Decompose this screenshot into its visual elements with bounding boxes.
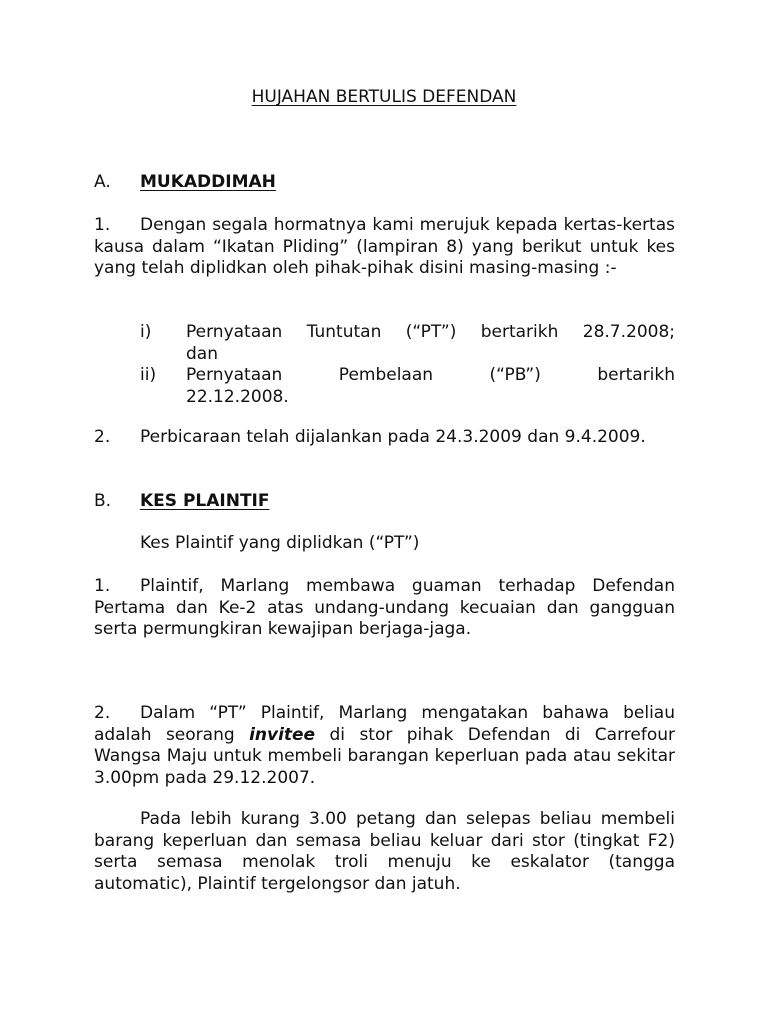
list-item-text: Pernyataan Tuntutan (“PT”) bertarikh 28.7.2008; xyxy=(186,322,675,342)
subheading xyxy=(94,533,675,555)
paragraph-b1-number: 1. xyxy=(94,576,111,596)
list-item-text-cont: 22.12.2008. xyxy=(186,386,289,407)
section-a-title: MUKADDIMAH xyxy=(140,172,276,192)
section-a-label: A. xyxy=(94,172,111,192)
pleadings-list xyxy=(140,322,675,408)
subheading-text: Kes Plaintif yang diplidkan (“PT”) xyxy=(140,533,420,553)
paragraph-b2-number: 2. xyxy=(94,703,111,723)
paragraph-2 xyxy=(94,427,675,449)
paragraph-1 xyxy=(94,215,675,280)
paragraph-b2-text-b: di stor pihak Defendan di Carrefour Wangsa Maju untuk membeli barangan keperluan pada atau sekitar 3.00pm pada 29.12.2007. xyxy=(94,724,676,788)
emphasis-invitee: invitee xyxy=(249,724,316,745)
paragraph-b1 xyxy=(94,576,675,641)
section-b-title: KES PLAINTIF xyxy=(140,491,270,511)
list-item-text: Pernyataan Pembelaan (“PB”) bertarikh xyxy=(186,365,675,385)
list-item xyxy=(140,322,675,365)
section-b-heading xyxy=(94,491,675,513)
section-b-label: B. xyxy=(94,491,112,511)
paragraph-b1-text: Plaintif, Marlang membawa guaman terhadap Defendan Pertama dan Ke-2 atas undang-undang kecuaian dan gangguan serta permungkiran kewajipan berjaga-jaga. xyxy=(94,576,675,639)
paragraph-2-number: 2. xyxy=(94,427,111,447)
paragraph-b2 xyxy=(94,703,675,789)
list-item-label: ii) xyxy=(140,365,157,385)
section-a-heading xyxy=(94,172,675,194)
paragraph-1-text: Dengan segala hormatnya kami merujuk kepada kertas-kertas kausa dalam “Ikatan Pliding” (lampiran 8) yang berikut untuk kes yang telah diplidkan oleh pihak-pihak disini masing-masing :- xyxy=(94,215,675,278)
list-item-text-cont: dan xyxy=(186,343,218,364)
list-item xyxy=(140,365,675,408)
paragraph-b3 xyxy=(94,809,675,895)
paragraph-2-text: Perbicaraan telah dijalankan pada 24.3.2009 dan 9.4.2009. xyxy=(140,427,646,447)
document-title: HUJAHAN BERTULIS DEFENDAN xyxy=(251,87,517,107)
paragraph-b2-text-a: Dalam “PT” Plaintif, Marlang mengatakan bahawa beliau adalah seorang xyxy=(94,703,675,745)
paragraph-1-number: 1. xyxy=(94,215,111,235)
list-item-label: i) xyxy=(140,322,152,342)
paragraph-b3-text: Pada lebih kurang 3.00 petang dan selepas beliau membeli barang keperluan dan semasa beliau keluar dari stor (tingkat F2) serta semasa menolak troli menuju ke eskalator (tangga automatic), Plaintif tergelongsor dan jatuh. xyxy=(94,809,675,894)
